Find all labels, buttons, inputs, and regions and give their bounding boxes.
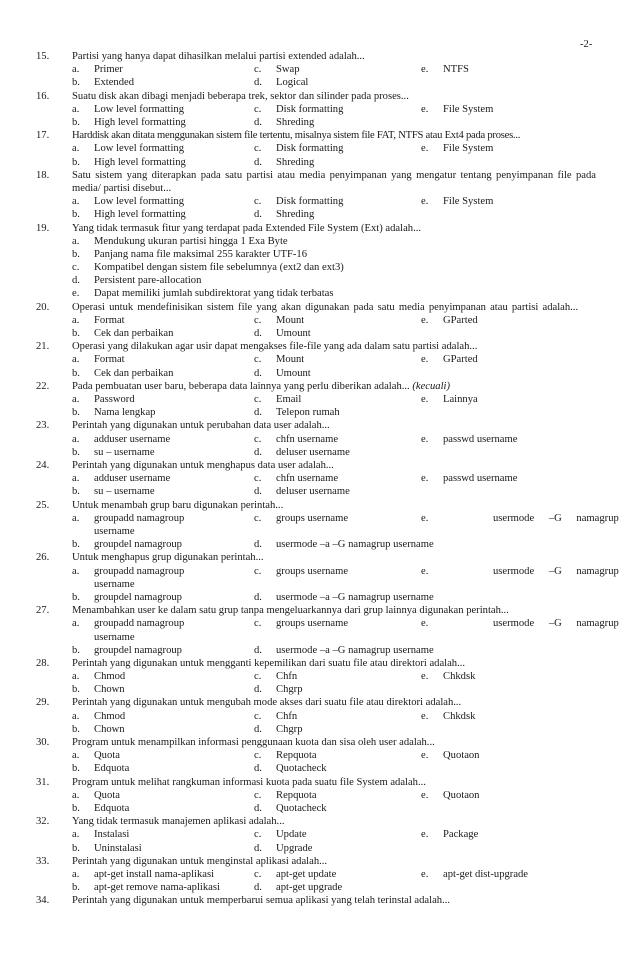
option-d[interactable]: d. Umount	[254, 328, 311, 340]
option-a[interactable]: a. Mendukung ukuran partisi hingga 1 Exa Byte	[72, 235, 288, 247]
question-text: Harddisk akan ditata menggunakan sistem file tertentu, misalnya sistem file FAT, NTFS atau Ext4 pada proses...	[72, 130, 521, 142]
option-c[interactable]: c. Mount	[254, 354, 305, 366]
option-a[interactable]: a. Low level formatting	[72, 103, 185, 115]
question-21	[36, 340, 596, 380]
option-c[interactable]: c. Email	[254, 394, 302, 406]
question-number: 16.	[36, 90, 50, 102]
question-text: Untuk menambah grup baru digunakan perintah...	[72, 499, 284, 511]
question-number: 34.	[36, 895, 50, 907]
option-e[interactable]: e. Chkdsk	[421, 671, 476, 683]
question-number: 27.	[36, 605, 50, 617]
question-32	[36, 815, 596, 855]
option-e[interactable]: e. NTFS	[421, 64, 469, 76]
question-number: 21.	[36, 341, 50, 353]
option-c[interactable]: c. Chfn	[254, 710, 298, 722]
option-e[interactable]: e. File System	[421, 103, 494, 115]
option-b[interactable]: b. Edquota	[72, 803, 130, 815]
question-number: 20.	[36, 301, 50, 313]
question-number: 24.	[36, 459, 50, 471]
option-e[interactable]: e. GParted	[421, 314, 478, 326]
option-a[interactable]: a. apt-get install nama-aplikasi	[72, 868, 215, 880]
question-25	[36, 499, 619, 552]
question-text: Operasi yang dilakukan agar usir dapat mengakses file-file yang ada dalam satu partisi adalah...	[72, 341, 478, 353]
option-d[interactable]: d. Chgrp	[254, 723, 303, 735]
option-a[interactable]: a. Quota	[72, 750, 120, 762]
question-text: Perintah yang digunakan untuk menghapus data user adalah...	[72, 459, 334, 471]
question-text: Program untuk melihat rangkuman informasi kuota pada suatu file System adalah...	[72, 776, 426, 788]
option-e[interactable]: e. usermode –G namagrup	[421, 565, 619, 577]
option-d[interactable]: d. Logical	[254, 77, 309, 89]
question-number: 29.	[36, 697, 50, 709]
question-text: Operasi untuk mendefinisikan sistem file yang akan digunakan pada satu media penyimpanan atau partisi adalah...	[72, 301, 579, 313]
question-number: 32.	[36, 816, 50, 828]
question-number: 15.	[36, 51, 50, 62]
question-text: Perintah yang digunakan untuk perubahan data user adalah...	[72, 420, 330, 432]
option-c[interactable]: c. Mount	[254, 314, 305, 326]
question-text: Perintah yang digunakan untuk menginstal aplikasi adalah...	[72, 855, 328, 867]
question-number: 19.	[36, 222, 50, 234]
option-c[interactable]: c. Disk formatting	[254, 143, 344, 155]
option-e[interactable]: e. Quotaon	[421, 750, 480, 762]
question-26	[36, 551, 619, 604]
question-text: Yang tidak termasuk fitur yang terdapat pada Extended File System (Ext) adalah...	[72, 222, 422, 234]
option-d[interactable]: d. deluser username	[254, 486, 350, 498]
option-a[interactable]: a. Chmod	[72, 710, 126, 722]
option-e[interactable]: e. Chkdsk	[421, 710, 476, 722]
option-e[interactable]: e. usermode –G namagrup	[421, 512, 619, 524]
option-a[interactable]: a. adduser username	[72, 473, 171, 485]
option-d[interactable]: d. Shreding	[254, 156, 315, 168]
option-b[interactable]: b. groupdel namagroup	[72, 539, 182, 551]
question-text: Untuk menghapus grup digunakan perintah...	[72, 552, 264, 564]
question-text: Menambahkan user ke dalam satu grup tanpa mengeluarkannya dari grup lainnya digunakan perintah...	[72, 605, 509, 617]
option-e[interactable]: e. apt-get dist-upgrade	[421, 868, 529, 880]
option-e[interactable]: e. File System	[421, 196, 494, 208]
option-c[interactable]: c. apt-get update	[254, 868, 337, 880]
option-b[interactable]: b. High level formatting	[72, 156, 186, 168]
option-a[interactable]: a. Low level formatting	[72, 196, 185, 208]
question-text: Satu sistem yang diterapkan pada satu partisi atau media penyimpanan yang mengatur tentang penyimpanan file pada media/ partisi disebut...	[72, 169, 596, 194]
question-text: Suatu disk akan dibagi menjadi beberapa trek, sektor dan silinder pada proses...	[72, 90, 409, 102]
question-list	[36, 50, 619, 908]
option-d[interactable]: d. usermode –a –G namagrup username	[254, 539, 434, 551]
option-c[interactable]: c. Kompatibel dengan sistem file sebelumnya (ext2 dan ext3)	[72, 262, 344, 274]
option-b[interactable]: b. Cek dan perbaikan	[72, 367, 174, 379]
question-22	[36, 380, 596, 420]
option-c[interactable]: c. Update	[254, 829, 307, 841]
option-b[interactable]: b. High level formatting	[72, 209, 186, 221]
option-c[interactable]: c. chfn username	[254, 433, 339, 445]
question-27	[36, 604, 619, 657]
question-28	[36, 657, 596, 697]
option-c[interactable]: c. Swap	[254, 64, 300, 76]
option-e[interactable]: e. Lainnya	[421, 394, 478, 406]
option-b[interactable]: b. Nama lengkap	[72, 407, 156, 419]
question-33	[36, 855, 596, 895]
option-a[interactable]: a. Instalasi	[72, 829, 130, 841]
option-d[interactable]: d. usermode –a –G namagrup username	[254, 591, 434, 603]
option-e[interactable]: e. usermode –G namagrup	[421, 618, 619, 630]
option-e[interactable]: e. Dapat memiliki jumlah subdirektorat yang tidak terbatas	[72, 288, 334, 300]
question-number: 23.	[36, 420, 50, 432]
option-d[interactable]: d. Umount	[254, 367, 311, 379]
question-text: Program untuk menampilkan informasi penggunaan kuota dan sisa oleh user adalah...	[72, 737, 435, 749]
option-c[interactable]: c. groups username	[254, 512, 349, 524]
option-b[interactable]: b. Chown	[72, 723, 125, 735]
option-a[interactable]: a. Quota	[72, 789, 120, 801]
question-number: 17.	[36, 130, 50, 142]
question-text: Perintah yang digunakan untuk mengganti kepemilikan dari suatu file atau direktori adalah...	[72, 657, 466, 669]
question-number: 25.	[36, 499, 50, 511]
question-20	[36, 301, 596, 341]
question-15	[36, 50, 596, 90]
question-text: Yang tidak termasuk manajemen aplikasi adalah...	[72, 816, 285, 828]
option-c[interactable]: c. Repquota	[254, 789, 317, 801]
option-b[interactable]: b. groupdel namagroup	[72, 644, 182, 656]
option-a[interactable]: a. Format	[72, 354, 125, 366]
option-e[interactable]: e. passwd username	[421, 433, 518, 445]
question-16	[36, 90, 596, 130]
question-18	[36, 169, 596, 222]
option-c[interactable]: c. Chfn	[254, 671, 298, 683]
question-23	[36, 419, 596, 459]
option-a[interactable]: a. groupadd namagroup username	[72, 565, 185, 590]
option-b[interactable]: b. groupdel namagroup	[72, 591, 182, 603]
option-a[interactable]: a. Low level formatting	[72, 143, 185, 155]
question-number: 30.	[36, 737, 50, 749]
question-text: Perintah yang digunakan untuk memperbarui semua aplikasi yang telah terinstal adalah...	[72, 895, 451, 907]
option-b[interactable]: b. apt-get remove nama-aplikasi	[72, 882, 220, 894]
question-text: Perintah yang digunakan untuk mengubah mode akses dari suatu file atau direktori adalah...	[72, 697, 462, 709]
option-b[interactable]: b. Edquota	[72, 763, 130, 775]
option-a[interactable]: a. adduser username	[72, 433, 171, 445]
option-e[interactable]: e. File System	[421, 143, 494, 155]
page-number: -2-	[580, 39, 593, 50]
option-b[interactable]: b. su – username	[72, 446, 155, 458]
option-e[interactable]: e. passwd username	[421, 473, 518, 485]
question-note: (kecuali)	[412, 380, 450, 392]
question-text: Pada pembuatan user baru, beberapa data lainnya yang perlu diberikan adalah...	[72, 380, 410, 392]
question-number: 31.	[36, 776, 50, 788]
option-e[interactable]: e. GParted	[421, 354, 478, 366]
option-d[interactable]: d. Persistent pare-allocation	[72, 275, 202, 287]
option-b[interactable]: b. su – username	[72, 486, 155, 498]
question-31	[36, 776, 596, 816]
question-number: 26.	[36, 552, 50, 564]
option-d[interactable]: d. deluser username	[254, 446, 350, 458]
option-a[interactable]: a. Primer	[72, 64, 123, 76]
option-a[interactable]: a. Format	[72, 314, 125, 326]
question-text: Partisi yang hanya dapat dihasilkan melalui partisi extended adalah...	[72, 51, 365, 62]
option-c[interactable]: c. groups username	[254, 565, 349, 577]
question-number: 18.	[36, 169, 50, 181]
option-d[interactable]: d. Telepon rumah	[254, 407, 340, 419]
option-a[interactable]: a. Chmod	[72, 671, 126, 683]
option-d[interactable]: d. Chgrp	[254, 684, 303, 696]
option-b[interactable]: b. Uninstalasi	[72, 842, 142, 854]
option-c[interactable]: c. chfn username	[254, 473, 339, 485]
question-19	[36, 222, 596, 301]
option-a[interactable]: a. Password	[72, 394, 135, 406]
option-d[interactable]: d. Shreding	[254, 116, 315, 128]
question-34	[36, 894, 596, 907]
option-a[interactable]: a. groupadd namagroup username	[72, 618, 185, 643]
question-number: 28.	[36, 657, 50, 669]
question-30	[36, 736, 596, 776]
option-d[interactable]: d. Quotacheck	[254, 803, 327, 815]
option-b[interactable]: b. Extended	[72, 77, 135, 89]
option-d[interactable]: d. apt-get upgrade	[254, 882, 343, 894]
option-b[interactable]: b. Chown	[72, 684, 125, 696]
option-d[interactable]: d. usermode –a –G namagrup username	[254, 644, 434, 656]
question-24	[36, 459, 596, 499]
option-d[interactable]: d. Upgrade	[254, 842, 313, 854]
question-29	[36, 696, 596, 736]
option-a[interactable]: a. groupadd namagroup username	[72, 512, 185, 537]
option-c[interactable]: c. Disk formatting	[254, 103, 344, 115]
question-number: 33.	[36, 855, 50, 867]
option-b[interactable]: b. High level formatting	[72, 116, 186, 128]
option-c[interactable]: c. groups username	[254, 618, 349, 630]
option-d[interactable]: d. Quotacheck	[254, 763, 327, 775]
option-d[interactable]: d. Shreding	[254, 209, 315, 221]
option-c[interactable]: c. Repquota	[254, 750, 317, 762]
option-e[interactable]: e. Quotaon	[421, 789, 480, 801]
question-number: 22.	[36, 380, 50, 392]
option-b[interactable]: b. Panjang nama file maksimal 255 karakter UTF-16	[72, 248, 307, 260]
question-17	[36, 129, 596, 169]
option-c[interactable]: c. Disk formatting	[254, 196, 344, 208]
option-b[interactable]: b. Cek dan perbaikan	[72, 328, 174, 340]
option-e[interactable]: e. Package	[421, 829, 479, 841]
